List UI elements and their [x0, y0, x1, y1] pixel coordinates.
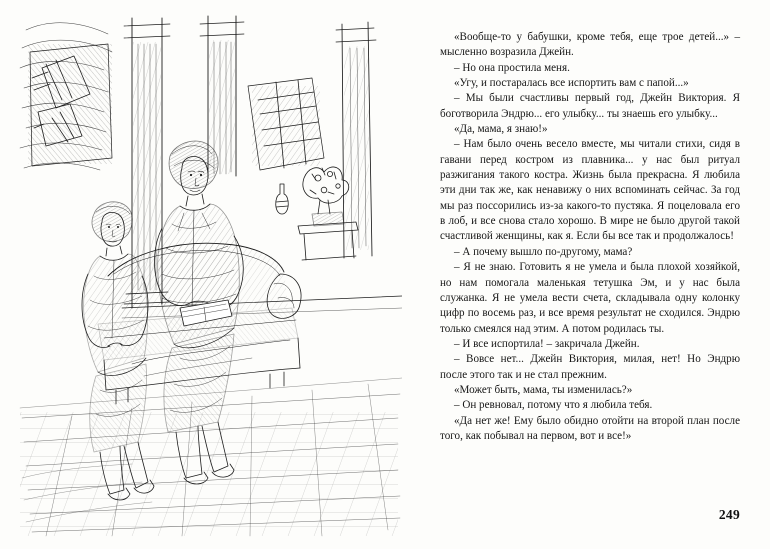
pen-and-ink-drawing — [12, 8, 402, 541]
paragraph: – Вовсе нет... Джейн Виктория, милая, нет! Но Эндрю после этого так и не стал прежним. — [440, 353, 740, 381]
page-number: 249 — [718, 507, 740, 522]
paragraph: – Мы были счастливы первый год, Джейн Виктория. Я боготворила Эндрю... его улыбку... ты знаешь его улыбку... — [440, 92, 740, 120]
paragraph: – Я не знаю. Готовить я не умела и была плохой хозяйкой, но нам помогала маленькая тетушка Эм, и у нас была служанка. Я не умела вести счета, складывала одну колонку цифр по восемь раз, и все время результат не сходился. Эндрю только смеялся над этим. А потом родилась ты. — [440, 261, 740, 335]
paragraph: – И все испортила! – закричала Джейн. — [454, 337, 640, 350]
paragraph: – А почему вышло по-другому, мама? — [454, 245, 633, 258]
paragraph: «Вообще-то у бабушки, кроме тебя, еще трое детей...» – мысленно возразила Джейн. — [440, 31, 740, 59]
paragraph: «Да, мама, я знаю!» — [454, 123, 548, 136]
illustration-figure — [12, 8, 402, 541]
paragraph: – Но она простила меня. — [454, 61, 570, 74]
paragraph: «Может быть, мама, ты изменилась?» — [454, 383, 633, 396]
body-text-column — [440, 30, 740, 444]
paragraph: – Он ревновал, потому что я любила тебя. — [454, 399, 653, 412]
paragraph: «Да нет же! Ему было обидно отойти на второй план после того, как побывал на первом, вот и все!» — [440, 414, 740, 442]
paragraph: «Угу, и постаралась все испортить вам с папой...» — [454, 77, 689, 90]
paragraph: – Нам было очень весело вместе, мы читали стихи, сидя в гавани перед костром из плавника... у нас был ритуал разжигания такого костра. Жизнь была прекрасна. Я любила эти дни так же, как ненавижу о них вспоминать сейчас. За год мы раз поссорились из-за какого-то пустяка. Я поцеловала его в лоб, и все снова стало хорошо. В мире не было другой такой счастливой женщины, как я. Если бы все так и продолжалось! — [440, 138, 740, 243]
